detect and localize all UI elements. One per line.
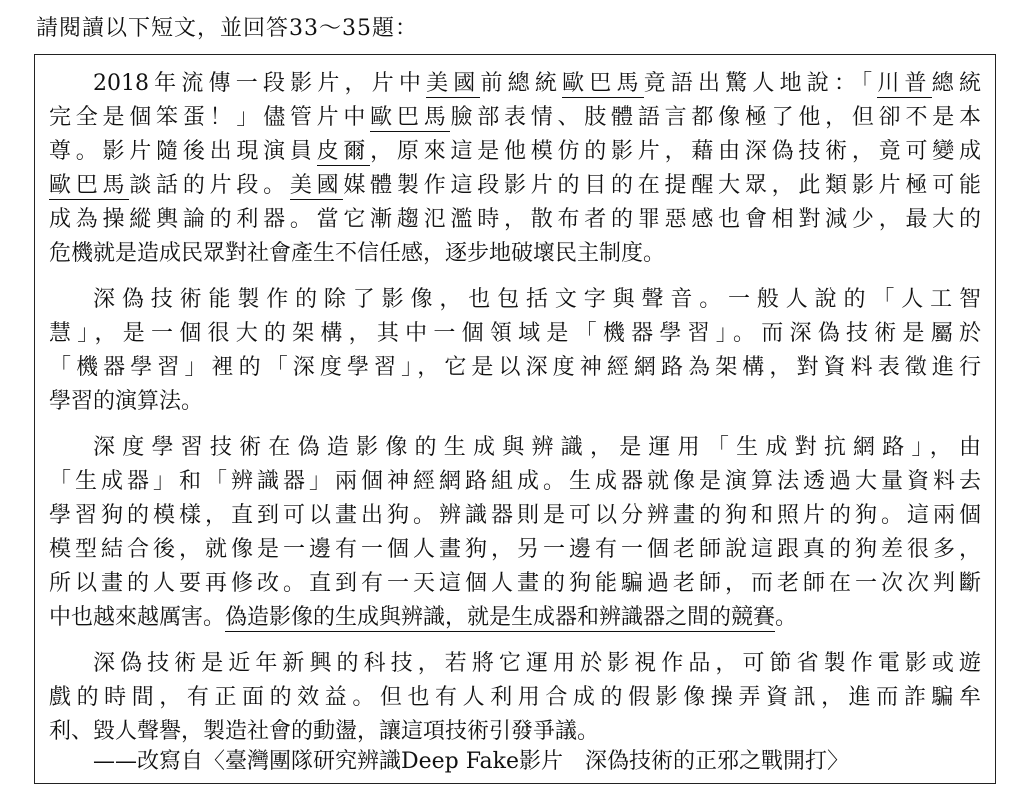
passage-line xyxy=(49,499,981,533)
text-segment: 學習的演算法。 xyxy=(49,389,204,414)
text-segment: 談話的片段。 xyxy=(129,173,290,198)
text-segment: 成為操縱輿論的利器。當它漸趨氾濫時，散布者的罪惡感也會相對減少，最大的 xyxy=(49,207,981,232)
passage-line xyxy=(49,101,981,135)
text-segment: 深偽技術能製作的除了影像，也包括文字與聲音。一般人說的「人工智 xyxy=(93,287,981,312)
text-segment: 慧」，是一個很大的架構，其中一個領域是「機器學習」。而深偽技術是屬於 xyxy=(49,321,981,346)
text-segment: 「機器學習」裡的「深度學習」，它是以深度神經網路為架構，對資料表徵進行 xyxy=(49,355,981,380)
text-segment: 前總統 xyxy=(480,71,563,96)
passage-line xyxy=(49,169,981,203)
proper-noun-underlined: 歐巴馬 xyxy=(49,173,130,198)
passage-line xyxy=(93,67,981,101)
passage-line xyxy=(49,317,981,351)
text-segment: 媒體製作這段影片的目的在提醒大眾，此類影片極可能 xyxy=(343,173,981,198)
passage-line xyxy=(49,237,981,271)
text-segment: 學習狗的模樣，直到可以畫出狗。辨識器則是可以分辨畫的狗和照片的狗。這兩個 xyxy=(49,503,981,528)
passage-line xyxy=(49,351,981,385)
text-segment: 危機就是造成民眾對社會產生不信任感，逐步地破壞民主制度。 xyxy=(49,241,666,266)
passage-line xyxy=(93,647,981,681)
proper-noun-underlined: 美國 xyxy=(426,71,481,96)
passage-line xyxy=(49,385,981,419)
passage-line xyxy=(49,601,981,635)
passage-line xyxy=(49,533,981,567)
text-segment: ，原來這是他模仿的影片，藉由深偽技術，竟可變成 xyxy=(370,139,981,164)
text-segment: 模型結合後，就像是一邊有一個人畫狗，另一邊有一個老師說這跟真的狗差很多， xyxy=(49,537,981,562)
passage-line xyxy=(93,431,981,465)
text-segment: 竟語出驚人地說：「 xyxy=(643,71,878,96)
underlined-sentence: 偽造影像的生成與辨識，就是生成器和辨識器之間的競賽 xyxy=(225,605,776,630)
text-segment: 。 xyxy=(775,605,798,630)
passage-line xyxy=(49,135,981,169)
passage-line xyxy=(49,715,981,749)
proper-noun-underlined: 川普 xyxy=(877,71,932,96)
text-segment: 中也越來越厲害。 xyxy=(49,605,226,630)
text-segment: 總統 xyxy=(931,71,981,96)
passage-line xyxy=(93,283,981,317)
proper-noun-underlined: 皮爾 xyxy=(316,139,371,164)
text-segment: 完全是個笨蛋！」儘管片中 xyxy=(49,105,371,130)
text-segment: 2018年流傳一段影片，片中 xyxy=(93,71,427,96)
passage-line xyxy=(49,465,981,499)
text-segment: 「生成器」和「辨識器」兩個神經網路組成。生成器就像是演算法透過大量資料去 xyxy=(49,469,981,494)
text-segment: 戲的時間，有正面的效益。但也有人利用合成的假影像操弄資訊，進而詐騙牟 xyxy=(49,685,981,710)
text-segment: 尊。影片隨後出現演員 xyxy=(49,139,317,164)
proper-noun-underlined: 美國 xyxy=(289,173,344,198)
question-instruction: 請閱讀以下短文，並回答33～35題： xyxy=(36,16,418,41)
text-segment: 深度學習技術在偽造影像的生成與辨識，是運用「生成對抗網路」，由 xyxy=(93,435,981,460)
text-segment: 所以畫的人要再修改。直到有一天這個人畫的狗能騙過老師，而老師在一次次判斷 xyxy=(49,571,981,596)
passage-line xyxy=(49,681,981,715)
passage-line xyxy=(49,203,981,237)
proper-noun-underlined: 歐巴馬 xyxy=(370,105,451,130)
passage-line xyxy=(49,567,981,601)
passage-box xyxy=(34,54,996,784)
text-segment: 臉部表情、肢體語言都像極了他，但卻不是本 xyxy=(450,105,981,130)
text-segment: 深偽技術是近年新興的科技，若將它運用於影視作品，可節省製作電影或遊 xyxy=(93,651,981,676)
citation: ——改寫自〈臺灣團隊研究辨識Deep Fake影片 深偽技術的正邪之戰開打〉 xyxy=(93,749,849,774)
proper-noun-underlined: 歐巴馬 xyxy=(562,71,644,96)
text-segment: 利、毀人聲譽，製造社會的動盪，讓這項技術引發爭議。 xyxy=(49,719,600,744)
